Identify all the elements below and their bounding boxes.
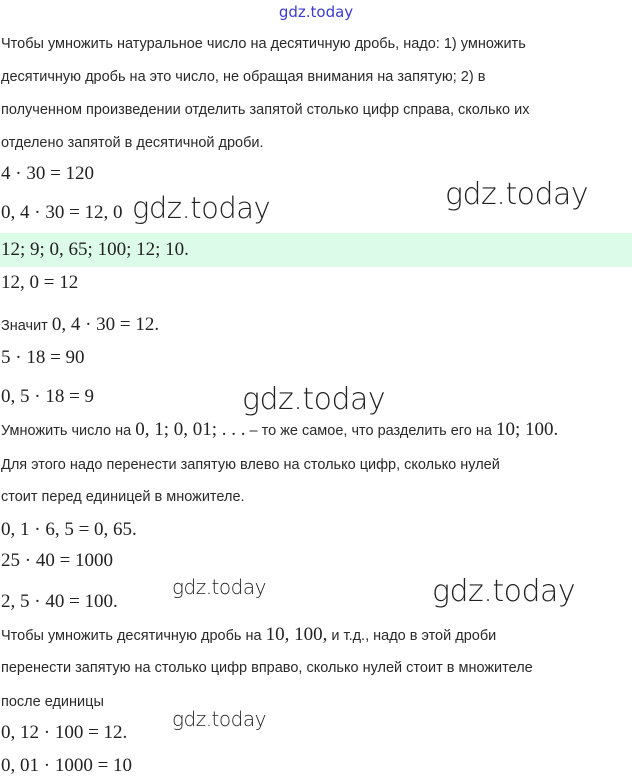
rule2-line2: Для этого надо перенести запятую влево на столько цифр, сколько нулей: [1, 457, 500, 473]
rule2-math: 10; 100.: [495, 419, 559, 440]
rule3-math: 10, 100,: [265, 624, 328, 645]
rule3-line3: после единицы: [1, 694, 104, 710]
rule3-line1: [1, 625, 496, 644]
rule1-line4: отделено запятой в десятичной дроби.: [1, 135, 264, 151]
watermark: gdz.today: [242, 382, 386, 417]
math-line: 0, 1 · 6, 5 = 0, 65.: [1, 519, 137, 540]
conclusion-text: Значит: [1, 318, 52, 334]
watermark: gdz.today: [132, 191, 271, 225]
math-line: 0, 4 · 30 = 12, 0: [1, 202, 123, 223]
conclusion-line: [1, 315, 159, 334]
math-line: 25 · 40 = 1000: [1, 550, 114, 571]
rule2-text: – то же самое, что разделить его на: [245, 423, 496, 439]
rule3-line2: перенести запятую на столько цифр вправо, сколько нулей стоит в множителе: [1, 660, 533, 676]
math-line: 0, 5 · 18 = 9: [1, 386, 95, 407]
math-line: 5 · 18 = 90: [1, 347, 85, 368]
rule2-line1: [1, 420, 558, 439]
rule2-line3: стоит перед единицей в множителе.: [1, 489, 245, 505]
rule1-line3: полученном произведении отделить запятой столько цифр справа, сколько их: [1, 102, 530, 118]
rule1-line2: десятичную дробь на это число, не обращая внимания на запятую; 2) в: [1, 69, 486, 85]
math-line: 0, 12 · 100 = 12.: [1, 722, 128, 743]
watermark: gdz.today: [432, 574, 576, 609]
math-line: 4 · 30 = 120: [1, 163, 95, 184]
rule1-line1: Чтобы умножить натуральное число на десятичную дробь, надо: 1) умножить: [1, 36, 526, 52]
watermark: gdz.today: [172, 707, 266, 731]
rule3-text: Чтобы умножить десятичную дробь на: [1, 628, 266, 644]
rule2-math: 0, 1; 0, 01; . . .: [135, 419, 246, 440]
math-line: 12, 0 = 12: [1, 272, 79, 293]
math-line: 2, 5 · 40 = 100.: [1, 591, 118, 612]
answer-line: 12; 9; 0, 65; 100; 12; 10.: [1, 239, 189, 260]
header-watermark: gdz.today: [278, 3, 354, 21]
math-line: 0, 01 · 1000 = 10: [1, 755, 133, 776]
watermark: gdz.today: [172, 575, 266, 599]
rule2-text: Умножить число на: [1, 423, 136, 439]
watermark: gdz.today: [445, 177, 589, 212]
conclusion-math: 0, 4 · 30 = 12.: [51, 314, 160, 335]
rule3-text: и т.д., надо в этой дроби: [327, 628, 497, 644]
